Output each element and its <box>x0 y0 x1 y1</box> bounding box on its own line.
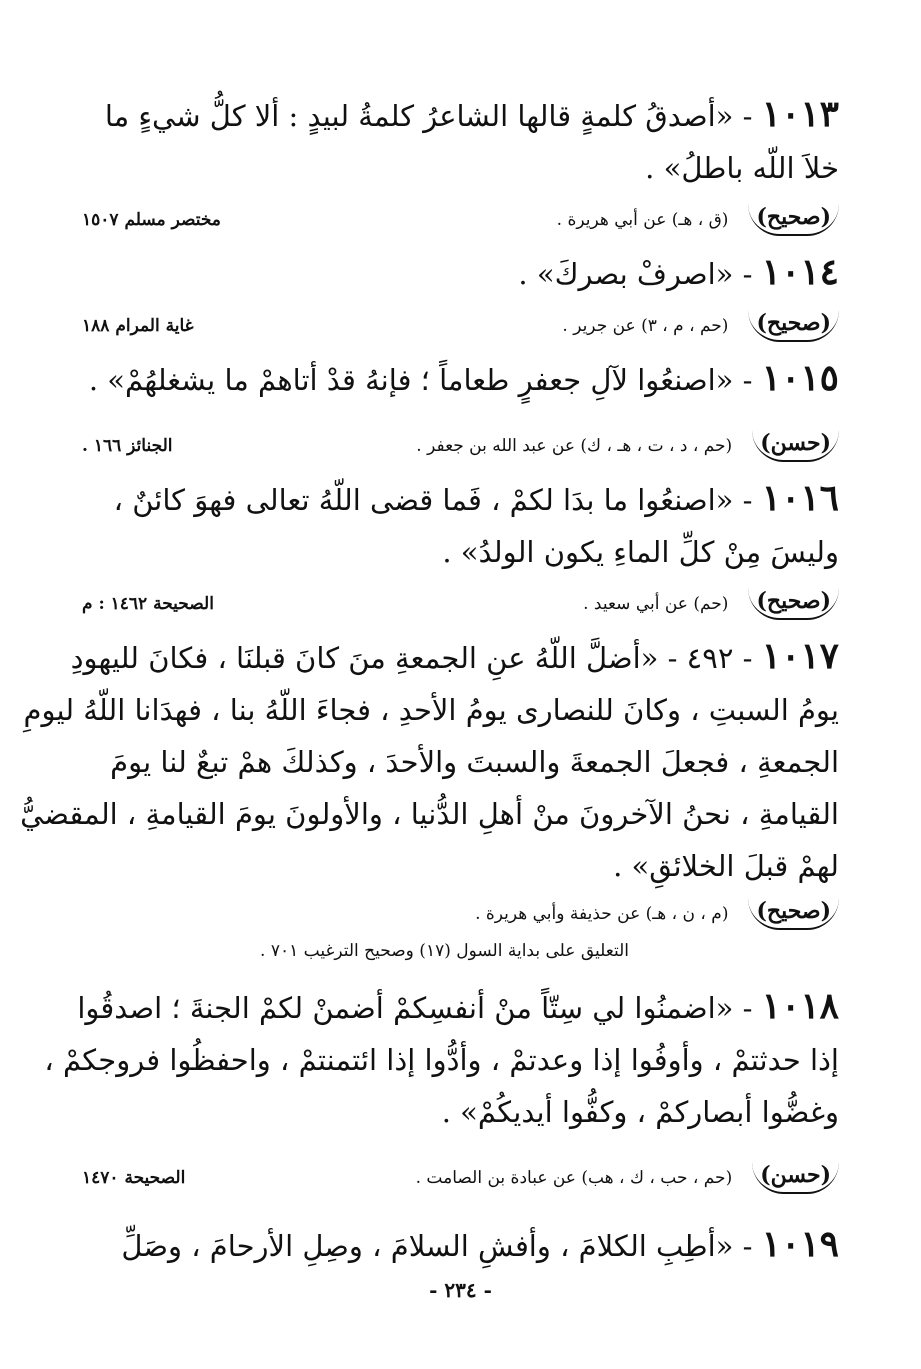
hadith-text-line: ١٠١٧ - ٤٩٢ - «أضلَّ اللّهُ عنِ الجمعةِ منَ كانَ قبلنَا ، فكانَ لليهودِ <box>70 635 839 677</box>
source-line <box>82 194 839 246</box>
narrators: (حم ، د ، ت ، هـ ، ك) عن عبد الله بن جعفر . <box>416 436 733 456</box>
narrators: (م ، ن ، هـ) عن حذيفة وأبي هريرة . <box>475 904 729 924</box>
hadith-text-line: إذا حدثتمْ ، وأوفُوا إذا وعدتمْ ، وأدُّوا إذا ائتمنتمْ ، واحفظُوا فروجكمْ ، <box>44 1043 839 1077</box>
reference: غاية المرام ١٨٨ <box>82 316 194 336</box>
reference: التعليق على بداية السول (١٧) وصحيح الترغيب ٧٠١ . <box>260 941 629 961</box>
hadith-number: ١٠١٤ <box>761 251 839 293</box>
grade-badge: (صحيح) <box>748 204 839 236</box>
narrators: (ق ، هـ) عن أبي هريرة . <box>556 210 729 230</box>
grade-badge: (صحيح) <box>748 898 839 930</box>
hadith-text-line: لهمْ قبلَ الخلائقِ» . <box>613 849 839 883</box>
hadith-number: ١٠١٥ <box>761 357 839 399</box>
grade-badge: (صحيح) <box>748 310 839 342</box>
hadith-text-line: القيامةِ ، نحنُ الآخرونَ منْ أهلِ الدُّنيا ، والأولونَ يومَ القيامةِ ، المقضيُّ <box>20 797 839 831</box>
reference: مختصر مسلم ١٥٠٧ <box>82 210 221 230</box>
hadith-text-line: وليسَ مِنْ كلِّ الماءِ يكون الولدُ» . <box>442 535 839 569</box>
source-line <box>82 578 839 630</box>
hadith-1017 <box>20 630 839 980</box>
grade-badge: (حسن) <box>752 1162 839 1194</box>
grade-badge: (حسن) <box>752 430 839 462</box>
hadith-text-line: ١٠١٤ - «اصرفْ بصركَ» . <box>518 251 839 293</box>
hadith-1014 <box>82 246 839 352</box>
hadith-text-line: يومُ السبتِ ، وكانَ للنصارى يومُ الأحدِ ، فجاءَ اللّهُ بنا ، فهدَانا اللّهُ ليومِ <box>23 693 839 727</box>
source-line <box>82 892 839 936</box>
source-line <box>82 420 839 472</box>
hadith-1013 <box>82 88 839 246</box>
hadith-1018 <box>44 980 839 1204</box>
hadith-number: ١٠١٩ <box>761 1223 839 1265</box>
grade-badge: (صحيح) <box>748 588 839 620</box>
hadith-number: ١٠١٨ <box>761 985 839 1027</box>
hadith-number: ١٠١٦ <box>761 477 839 519</box>
hadith-text-line: ١٠١٣ - «أصدقُ كلمةٍ قالها الشاعرُ كلمةُ لبيدٍ : ألا كلُّ شيءٍ ما <box>104 93 839 135</box>
narrators: (حم ، م ، ٣) عن جرير . <box>562 316 729 336</box>
narrators: (حم ، حب ، ك ، هب) عن عبادة بن الصامت . <box>415 1168 733 1188</box>
reference: الصحيحة ١٤٦٢ : م <box>82 594 214 614</box>
hadith-text-line: ١٠١٦ - «اصنعُوا ما بدَا لكمْ ، فَما قضى اللّهُ تعالى فهوَ كائنٌ ، <box>113 477 839 519</box>
hadith-number: ١٠١٣ <box>761 93 839 135</box>
hadith-1019 <box>82 1204 839 1272</box>
hadith-text-line: ١٠١٥ - «اصنعُوا لآلِ جعفرٍ طعاماً ؛ فإنهُ قدْ أتاهمْ ما يشغلهُمْ» . <box>88 357 839 399</box>
narrators: (حم) عن أبي سعيد . <box>583 594 729 614</box>
hadith-text-line: وغضُّوا أبصاركمْ ، وكفُّوا أيديكُمْ» . <box>441 1095 839 1129</box>
hadith-1015 <box>82 352 839 472</box>
reference: الصحيحة ١٤٧٠ <box>82 1168 186 1188</box>
reference: الجنائز ١٦٦ . <box>82 436 173 456</box>
source-line <box>82 300 839 352</box>
hadith-text-line: ١٠١٨ - «اضمنُوا لي سِتّاً منْ أنفسِكمْ أضمنْ لكمْ الجنةَ ؛ اصدقُوا <box>77 985 839 1027</box>
hadith-text-line: الجمعةِ ، فجعلَ الجمعةَ والسبتَ والأحدَ ، وكذلكَ همْ تبعٌ لنا يومَ <box>110 745 839 779</box>
hadith-1016 <box>82 472 839 630</box>
page-number: - ٢٣٤ - <box>429 1278 492 1302</box>
hadith-text-line: ١٠١٩ - «أطِبِ الكلامَ ، وأفشِ السلامَ ، وصِلِ الأرحامَ ، وصَلِّ <box>121 1223 839 1265</box>
hadith-text-line: خلاَ اللّه باطلُ» . <box>645 151 839 185</box>
hadith-number: ١٠١٧ <box>761 635 839 677</box>
source-line <box>82 1152 839 1204</box>
